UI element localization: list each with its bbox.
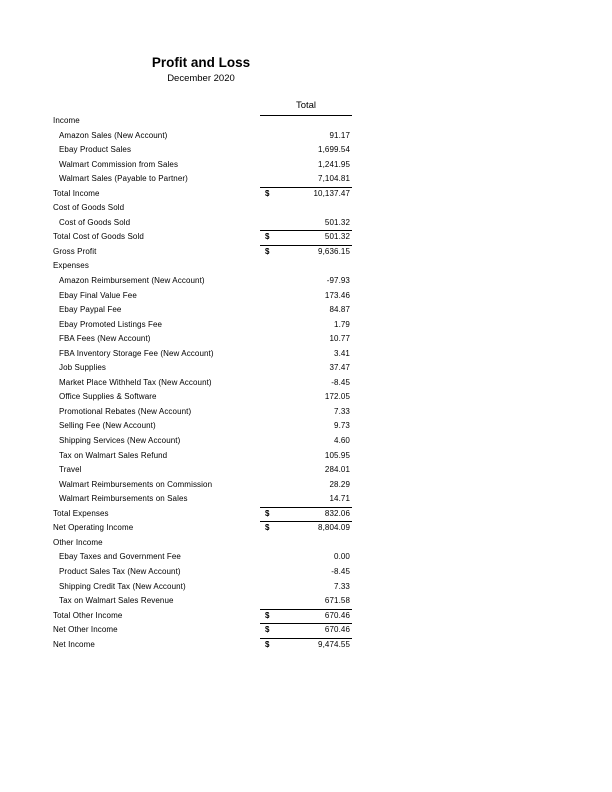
line-item-row [53, 594, 352, 609]
section-header-row [53, 114, 352, 129]
row-amount: 91.17 [329, 130, 350, 140]
row-amount: 7,104.81 [318, 174, 350, 184]
row-amount: 9,636.15 [318, 246, 350, 256]
row-amount: 105.95 [324, 450, 350, 460]
line-item-row [53, 463, 352, 478]
row-label: Office Supplies & Software [59, 392, 157, 402]
row-label: Cost of Goods Sold [59, 217, 131, 227]
row-label: FBA Fees (New Account) [59, 334, 151, 344]
row-amount: 37.47 [329, 363, 350, 373]
line-item-row [53, 332, 352, 347]
row-amount: 0.00 [334, 552, 350, 562]
report-title: Profit and Loss [151, 55, 251, 70]
row-label: Income [53, 116, 80, 125]
row-amount: 10,137.47 [313, 188, 350, 198]
row-amount: 7.33 [334, 406, 350, 416]
currency-symbol: $ [265, 508, 270, 518]
report-table [53, 114, 352, 652]
row-amount: 84.87 [329, 305, 350, 315]
line-item-row [53, 405, 352, 420]
line-item-row [53, 318, 352, 333]
row-label: Job Supplies [59, 363, 107, 373]
line-item-row [53, 303, 352, 318]
row-label: Walmart Commission from Sales [59, 159, 179, 169]
line-item-row [53, 361, 352, 376]
total-row [53, 230, 352, 245]
line-item-row [53, 492, 352, 507]
row-amount: 172.05 [324, 392, 350, 402]
row-label: Selling Fee (New Account) [59, 421, 156, 431]
total-row [53, 623, 352, 638]
total-row [53, 609, 352, 624]
row-amount: 670.46 [324, 610, 350, 620]
row-label: Net Other Income [53, 625, 118, 635]
row-amount: -8.45 [331, 566, 350, 576]
total-row [53, 245, 352, 260]
row-amount: 1,699.54 [318, 145, 350, 155]
row-amount: 501.32 [324, 232, 350, 242]
line-item-row [53, 347, 352, 362]
report-period: December 2020 [167, 73, 235, 84]
section-header-row [53, 259, 352, 274]
total-row [53, 187, 352, 202]
currency-symbol: $ [265, 188, 270, 198]
row-label: FBA Inventory Storage Fee (New Account) [59, 348, 214, 358]
currency-symbol: $ [265, 625, 270, 635]
currency-symbol: $ [265, 639, 270, 649]
row-label: Shipping Services (New Account) [59, 436, 181, 446]
row-label: Gross Profit [53, 246, 97, 256]
currency-symbol: $ [265, 246, 270, 256]
line-item-row [53, 550, 352, 565]
row-label: Market Place Withheld Tax (New Account) [59, 377, 212, 387]
row-label: Shipping Credit Tax (New Account) [59, 581, 186, 591]
row-label: Walmart Sales (Payable to Partner) [59, 174, 188, 184]
line-item-row [53, 376, 352, 391]
row-label: Tax on Walmart Sales Revenue [59, 596, 174, 606]
line-item-row [53, 449, 352, 464]
row-amount: 670.46 [324, 625, 350, 635]
line-item-row [53, 129, 352, 144]
total-row [53, 638, 352, 653]
row-label: Amazon Sales (New Account) [59, 130, 168, 140]
row-amount: 9.73 [334, 421, 350, 431]
row-amount: 14.71 [329, 494, 350, 504]
row-label: Net Operating Income [53, 523, 134, 533]
row-label: Ebay Product Sales [59, 145, 132, 155]
currency-symbol: $ [265, 610, 270, 620]
row-amount: -97.93 [326, 276, 350, 286]
total-row [53, 521, 352, 536]
column-header-total: Total [260, 100, 352, 116]
line-item-row [53, 478, 352, 493]
row-label: Other Income [53, 537, 103, 547]
row-amount: -8.45 [331, 377, 350, 387]
row-label: Expenses [53, 261, 89, 271]
section-header-row [53, 201, 352, 216]
row-amount: 832.06 [324, 508, 350, 518]
line-item-row [53, 390, 352, 405]
row-amount: 7.33 [334, 581, 350, 591]
row-label: Ebay Paypal Fee [59, 305, 122, 315]
row-amount: 1,241.95 [318, 159, 350, 169]
row-amount: 4.60 [334, 436, 350, 446]
line-item-row [53, 172, 352, 187]
row-amount: 9,474.55 [318, 639, 350, 649]
row-amount: 501.32 [324, 217, 350, 227]
line-item-row [53, 274, 352, 289]
row-amount: 8,804.09 [318, 523, 350, 533]
currency-symbol: $ [265, 523, 270, 533]
row-amount: 284.01 [324, 465, 350, 475]
line-item-row [53, 565, 352, 580]
row-label: Amazon Reimbursement (New Account) [59, 276, 205, 286]
row-label: Total Other Income [53, 610, 123, 620]
line-item-row [53, 289, 352, 304]
row-label: Net Income [53, 639, 95, 649]
total-row [53, 507, 352, 522]
row-amount: 10.77 [329, 334, 350, 344]
row-label: Total Income [53, 188, 100, 198]
line-item-row [53, 158, 352, 173]
row-amount: 671.58 [324, 596, 350, 606]
line-item-row [53, 434, 352, 449]
row-label: Product Sales Tax (New Account) [59, 566, 181, 576]
row-label: Total Expenses [53, 508, 109, 518]
row-label: Promotional Rebates (New Account) [59, 406, 192, 416]
row-label: Ebay Promoted Listings Fee [59, 319, 163, 329]
row-amount: 3.41 [334, 348, 350, 358]
row-label: Walmart Reimbursements on Sales [59, 494, 188, 504]
row-amount: 28.29 [329, 479, 350, 489]
row-label: Cost of Goods Sold [53, 203, 125, 213]
section-header-row [53, 536, 352, 551]
row-label: Travel [59, 465, 82, 475]
row-amount: 173.46 [324, 290, 350, 300]
row-label: Tax on Walmart Sales Refund [59, 450, 168, 460]
line-item-row [53, 419, 352, 434]
row-label: Walmart Reimbursements on Commission [59, 479, 213, 489]
line-item-row [53, 580, 352, 595]
row-label: Ebay Final Value Fee [59, 290, 137, 300]
row-amount: 1.79 [334, 319, 350, 329]
line-item-row [53, 143, 352, 158]
row-label: Ebay Taxes and Government Fee [59, 552, 181, 562]
line-item-row [53, 216, 352, 231]
currency-symbol: $ [265, 232, 270, 242]
row-label: Total Cost of Goods Sold [53, 232, 144, 242]
